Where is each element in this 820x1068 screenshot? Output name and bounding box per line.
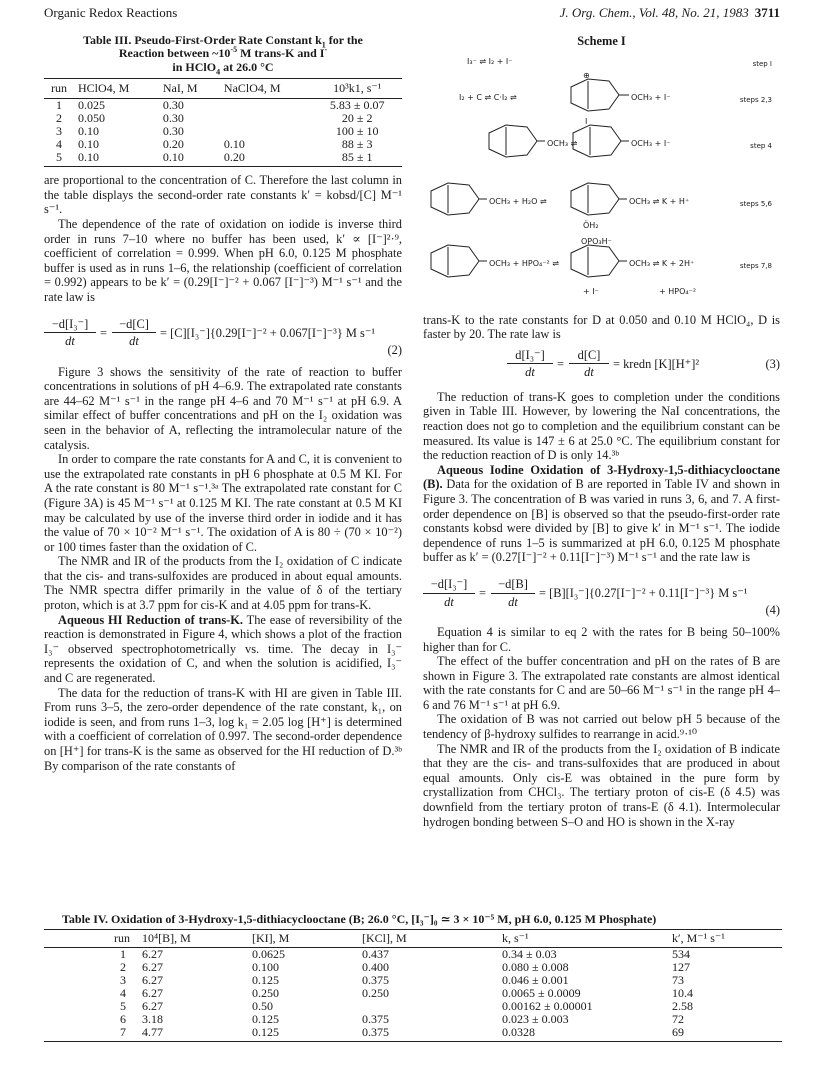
step23-left: I₂ + C ⇌ C·I₂ ⇌	[459, 92, 517, 102]
table-row	[44, 99, 402, 113]
table-cell: 534	[672, 946, 690, 961]
table-row	[44, 947, 782, 961]
eq4-den1: dt	[444, 594, 454, 609]
table-cell: 72	[672, 1011, 684, 1026]
journal-citation	[560, 6, 780, 21]
paragraph: trans-K to the rate constants for D at 0.050 and 0.10 M HClO₄, D is faster by 20. The rate law is	[423, 312, 780, 342]
table-cell: 85 ± 1	[312, 151, 402, 167]
table-cell: 0.023 ± 0.003	[502, 1011, 569, 1026]
section-heading: Aqueous HI Reduction of trans-K.	[58, 612, 244, 627]
table-cell: 0.00162 ± 0.00001	[502, 998, 593, 1013]
table3-header-naclo4: NaClO4, M	[220, 79, 313, 99]
table3-header-k1: 10³k1, s⁻¹	[312, 79, 402, 99]
iodine-label: I	[585, 116, 588, 126]
table-cell: 0.30	[162, 124, 184, 139]
table4-header-k: k, s⁻¹	[496, 929, 666, 947]
step4-left: OCH₃ ⇌	[547, 138, 578, 148]
table-cell: 100 ± 10	[335, 124, 379, 139]
table4-header-kprime: k′, M⁻¹ s⁻¹	[666, 929, 782, 947]
table-cell: 6.27	[142, 959, 163, 974]
table-row	[44, 987, 782, 1000]
scheme-1	[423, 51, 780, 313]
paragraph-text: Data for the oxidation of B are reported in Table IV and shown in Figure 3. The concentration of B was varied in runs 3, 6, and 7. A first-order dependence on [B] is observed so that the pseudo-first-order rate constants kobsd were divided by [B] to give k′ in M⁻¹ s⁻¹. The iodide dependence of runs 1–5 is summarized at pH 6.0, 0.125 M phosphate buffer as k′ = (0.27[I⁻]⁻² + 0.11[I⁻]⁻³) M⁻¹ s⁻¹ and the rate law is	[423, 477, 780, 565]
table3-caption-l1: Table III. Pseudo-First-Order Rate Constant k	[83, 33, 322, 47]
table-cell: 0.080 ± 0.008	[502, 959, 569, 974]
table-cell: 6.27	[142, 998, 163, 1013]
table-cell: 0.30	[162, 111, 184, 126]
table4-caption: Table IV. Oxidation of 3-Hydroxy-1,5-dithiacyclooctane (B; 26.0 °C, [I₃⁻]₀ ≃ 3 × 10⁻⁵ M, pH 6.0, 0.125 M Phosphate)	[62, 912, 657, 926]
table-cell: 0.50	[252, 998, 273, 1013]
paragraph: are proportional to the concentration of C. Therefore the last column in the table displays the second-order rate constants k′ = kobsd/[C] M⁻¹ s⁻¹.	[44, 173, 402, 217]
table-cell: 0.30	[162, 98, 184, 113]
table3-caption-l3sub: 4	[216, 67, 221, 77]
table-cell: 88 ± 3	[341, 137, 373, 152]
table-cell: 0.100	[252, 959, 279, 974]
table3-caption	[44, 33, 402, 77]
table3-caption-exp: -5	[230, 45, 238, 55]
table-row	[44, 1013, 782, 1026]
table-cell: 0.050	[78, 111, 105, 126]
eq3-den2: dt	[584, 365, 594, 380]
eq3-num1: d[I₃⁻]	[507, 348, 553, 365]
sulfonium-plus: ⊕	[583, 70, 590, 80]
table-cell: 6.27	[142, 972, 163, 987]
table4-header-b: 10⁴[B], M	[136, 929, 246, 947]
table-row	[44, 974, 782, 987]
left-column	[44, 34, 402, 773]
table-cell: 4	[56, 137, 62, 152]
table-cell: 73	[672, 972, 684, 987]
step78-right: OCH₃ ⇌ K + 2H⁺	[629, 258, 695, 268]
equation-3	[423, 346, 780, 386]
table-cell: 6	[120, 1011, 126, 1026]
table-cell: 0.250	[252, 985, 279, 1000]
table-cell: 69	[666, 1026, 782, 1042]
table-cell: 0.125	[252, 972, 279, 987]
table3-caption-l1b: for the	[325, 33, 363, 47]
table-cell: 0.375	[356, 1026, 496, 1042]
table-cell: 3	[120, 972, 126, 987]
equation-4	[423, 573, 780, 619]
table-cell: 0.0065 ± 0.0009	[502, 985, 581, 1000]
paragraph: The reduction of trans-K goes to completion under the conditions given in Table III. However, by lowering the NaI concentrations, the reaction does not go to completion and the equilibrium constant can be measured. Its value is 147 ± 6 at 25.0 °C. The equilibrium constant for the reduction reaction of D is only 14.³ᵇ	[423, 389, 780, 463]
eq2-frac2	[112, 317, 156, 349]
step78-label: steps 7,8	[739, 261, 772, 270]
table-cell: 4.77	[136, 1026, 246, 1042]
table-cell: 0.046 ± 0.001	[502, 972, 569, 987]
table-cell	[356, 1000, 496, 1013]
paragraph: The data for the reduction of trans-K with HI are given in Table III. From runs 3–5, the zero-order dependence of the rate constant, k₁, on iodide is seen, and from runs 1–3, log k₁ = 2.05 log [H⁺] is determined with a coefficient of correlation of 0.997. The second-order dependence on [H⁺] for trans-K is the same as observed for the HI reduction of D.³ᵇ By comparison of the rate constants of	[44, 685, 402, 773]
table-cell: 0.375	[362, 1011, 389, 1026]
table-cell: 0.0625	[252, 946, 285, 961]
table-cell: 3	[56, 124, 62, 139]
table-cell: 0.400	[362, 959, 389, 974]
paragraph-text: The ease of reversibility of the reaction is demonstrated in Figure 4, which shows a plot of the fraction I₃⁻ observed spectrophotometrically vs. time. The decay in I₃⁻ represents the oxidation of C, and when the solution is acidified, I₃⁻ and C are regenerated.	[44, 612, 402, 686]
table3-caption-sub: 1	[321, 40, 326, 50]
eq3-equals: =	[557, 356, 564, 371]
step1-label: step I	[752, 59, 772, 68]
paragraph: Equation 4 is similar to eq 2 with the rates for B being 50–100% higher than for C.	[423, 624, 780, 654]
table-row	[44, 151, 402, 167]
table-cell: 0.125	[252, 1011, 279, 1026]
table3-header-run: run	[44, 79, 74, 99]
table4-header-run: run	[44, 929, 136, 947]
step56-right: OCH₃ ⇌ K + H⁺	[629, 196, 690, 206]
table-cell: 6.27	[142, 985, 163, 1000]
table-cell: 0.250	[362, 985, 389, 1000]
paragraph: The oxidation of B was not carried out below pH 5 because of the tendency of β-hydroxy sulfides to rearrange in acid.⁹·¹⁰	[423, 712, 780, 742]
step23-label: steps 2,3	[739, 95, 772, 104]
eq4-number: (4)	[765, 602, 780, 617]
right-column	[423, 34, 780, 829]
table-cell: 1	[120, 946, 126, 961]
eq4-frac1	[423, 577, 475, 609]
step4-right: OCH₃ + I⁻	[631, 138, 671, 148]
table-cell: 0.10	[159, 151, 220, 167]
eq3-frac1	[507, 348, 553, 380]
table3	[44, 78, 402, 167]
step4-label: step 4	[750, 141, 772, 150]
table-cell	[220, 99, 313, 113]
step56-label: steps 5,6	[739, 199, 772, 208]
table-cell: 4	[120, 985, 126, 1000]
eq2-equals: =	[100, 325, 107, 340]
table4	[44, 929, 782, 1042]
table-cell: 0.34 ± 0.03	[502, 946, 557, 961]
journal-name: J. Org. Chem., Vol. 48, No. 21, 1983	[559, 5, 749, 20]
step56-left: OCH₃ + H₂O ⇌	[489, 196, 547, 206]
step78-iodide: + I⁻	[583, 286, 599, 296]
eq4-num1: −d[I₃⁻]	[423, 577, 475, 594]
table3-caption-l3: in HClO	[172, 59, 217, 74]
step78-top: OPO₃H⁻	[581, 236, 612, 246]
eq2-number: (2)	[387, 342, 402, 357]
table-cell: 20 ± 2	[341, 111, 373, 126]
step1-equation: I₃⁻ ⇌ I₂ + I⁻	[467, 56, 513, 66]
paragraph: Figure 3 shows the sensitivity of the rate of reaction to buffer concentrations in solutions of pH 4–6.9. The extrapolated rate constants are 44–62 M⁻¹ s⁻¹ in the range pH 4–6 and 70 M⁻¹ s⁻¹ at pH 6.9. A similar effect of buffer concentrations and pH on the I₂ oxidation was seen in the behavior of A, reflecting the intramolecular nature of the catalysis.	[44, 364, 402, 452]
table3-caption-l2: Reaction between ~10	[118, 46, 231, 61]
eq2-num1: −d[I₃⁻]	[44, 317, 96, 334]
eq4-body: = [B][I₃⁻]{0.27[I⁻]⁻² + 0.11[I⁻]⁻³} M s⁻¹	[539, 585, 748, 600]
table4-header-kcl: [KCl], M	[356, 929, 496, 947]
table4-header-ki: [KI], M	[246, 929, 356, 947]
table-row	[44, 1000, 782, 1013]
table-cell: 0.10	[74, 151, 159, 167]
page-number: 3711	[754, 5, 780, 20]
eq4-equals: =	[479, 585, 486, 600]
paragraph: The effect of the buffer concentration and pH on the rates of B are shown in Figure 3. The extrapolated rate constants are almost identical with the rate constants for C and are 50–66 M⁻¹ s⁻¹ in the range pH 4–6 and 76 M⁻¹ s⁻¹ at pH 6.9.	[423, 654, 780, 712]
table-cell: 127	[672, 959, 690, 974]
table-cell: 0.025	[78, 98, 105, 113]
table3-caption-l3b: at 26.0 °C	[220, 59, 274, 74]
paragraph: The NMR and IR of the products from the I₂ oxidation of C indicate that the cis- and trans-sulfoxides are produced in about equal amounts. The NMR spectra differ primarily in the value of δ of the tertiary proton, which is at 3.7 ppm for cis-K and at 4.05 ppm for trans-K.	[44, 554, 402, 613]
table-cell: 3.18	[142, 1011, 163, 1026]
table3-header-nai: NaI, M	[159, 79, 220, 99]
table-cell: 0.10	[78, 137, 99, 152]
step23-right: OCH₃ + I⁻	[631, 92, 671, 102]
eq3-frac2	[569, 348, 609, 380]
table3-caption-l2c: -	[324, 45, 328, 55]
table-cell: 10.4	[672, 985, 693, 1000]
eq4-frac2	[491, 577, 535, 609]
eq2-frac1	[44, 317, 96, 349]
eq4-den2: dt	[508, 594, 518, 609]
table-cell: 6.27	[142, 946, 163, 961]
running-title: Organic Redox Reactions	[44, 5, 178, 20]
table-cell: 0.20	[220, 151, 313, 167]
table-cell: 0.0328	[496, 1026, 666, 1042]
table3-header-hclo4: HClO4, M	[74, 79, 159, 99]
table-cell: 0.125	[246, 1026, 356, 1042]
step78-hpo4: + HPO₄⁻²	[659, 286, 697, 296]
paragraph: The dependence of the rate of oxidation on iodide is inverse third order in runs 7–10 where no buffer has been used, k′ ∝ [I⁻]²·⁹, coefficient of correlation = 0.999. When pH 6.0, 0.125 M phosphate buffer is used as in runs 1–6, the relationship (coefficient of correlation = 0.992) appears to be k′ = (0.29[I⁻]⁻² + 0.067 [I⁻]⁻³) M⁻¹ s⁻¹ and the rate law is	[44, 217, 402, 304]
eq3-den1: dt	[525, 365, 535, 380]
table-row	[44, 961, 782, 974]
table-cell: 2.58	[672, 998, 693, 1013]
paragraph: In order to compare the rate constants for A and C, it is convenient to use the extrapolated rate constants in pH 6 phosphate at 0.5 M KI. For A the rate constant is 80 M⁻¹ s⁻¹.³ᵃ The extrapolated rate constant for C (Figure 3A) is 45 M⁻¹ s⁻¹ at 0.125 M KI. The rate constant at 0.5 M KI may be calculated by use of the inverse third order in iodide and it has the value of 70 × 10⁻² M⁻¹ s⁻¹. The oxidation of A is 80 ÷ (70 × 10⁻²) or 100 times faster than the oxidation of C.	[44, 452, 402, 554]
paragraph: The NMR and IR of the products from the I₂ oxidation of B indicate that they are the cis- and trans-sulfoxides that are produced in about equal amounts. Only cis-E was obtained in the pure form by crystallization from CHCl₃. The tertiary proton of cis-E (δ 4.5) was downfield from the tertiary proton of trans-E (δ 4.1). Intermolecular hydrogen bonding between S–O and HO is shown in the X-ray	[423, 741, 780, 829]
table4-block	[44, 912, 782, 1042]
eq2-body: = [C][I₃⁻]{0.29[I⁻]⁻² + 0.067[I⁻]⁻³} M s⁻¹	[160, 325, 376, 340]
table-cell: 0.20	[162, 137, 184, 152]
table-cell: 7	[44, 1026, 136, 1042]
table-cell: 0.375	[362, 972, 389, 987]
step78-left: OCH₃ + HPO₄⁻² ⇌	[489, 258, 559, 268]
step56-oh2: ÖH₂	[583, 220, 599, 230]
eq2-num2: −d[C]	[112, 317, 156, 334]
table-row	[44, 1026, 782, 1042]
table-cell: 0.10	[223, 137, 245, 152]
table-cell: 1	[56, 98, 62, 113]
table-cell: 2	[120, 959, 126, 974]
table-cell: 0.10	[78, 124, 99, 139]
page-header	[44, 6, 780, 24]
table-cell: 5	[44, 151, 74, 167]
eq3-body: = kredn [K][H⁺]²	[613, 356, 700, 371]
eq3-num2: d[C]	[569, 348, 609, 365]
table-cell: 5.83 ± 0.07	[329, 98, 385, 113]
eq3-number: (3)	[765, 356, 780, 371]
scheme-title: Scheme I	[577, 34, 626, 48]
eq2-den1: dt	[65, 334, 75, 349]
table-cell: 0.437	[362, 946, 389, 961]
eq4-num2: −d[B]	[491, 577, 535, 594]
paragraph	[423, 463, 780, 565]
section-heading: Aqueous Iodine Oxidation of 3-Hydroxy-1,5-dithiacyclooctane (B).	[423, 462, 780, 492]
table-cell: 2	[56, 111, 62, 126]
eq2-den2: dt	[129, 334, 139, 349]
table-cell	[220, 112, 313, 125]
paragraph	[44, 613, 402, 686]
table-cell: 5	[120, 998, 126, 1013]
table3-caption-l2b: M trans-K and I	[237, 46, 325, 61]
equation-2	[44, 313, 402, 359]
